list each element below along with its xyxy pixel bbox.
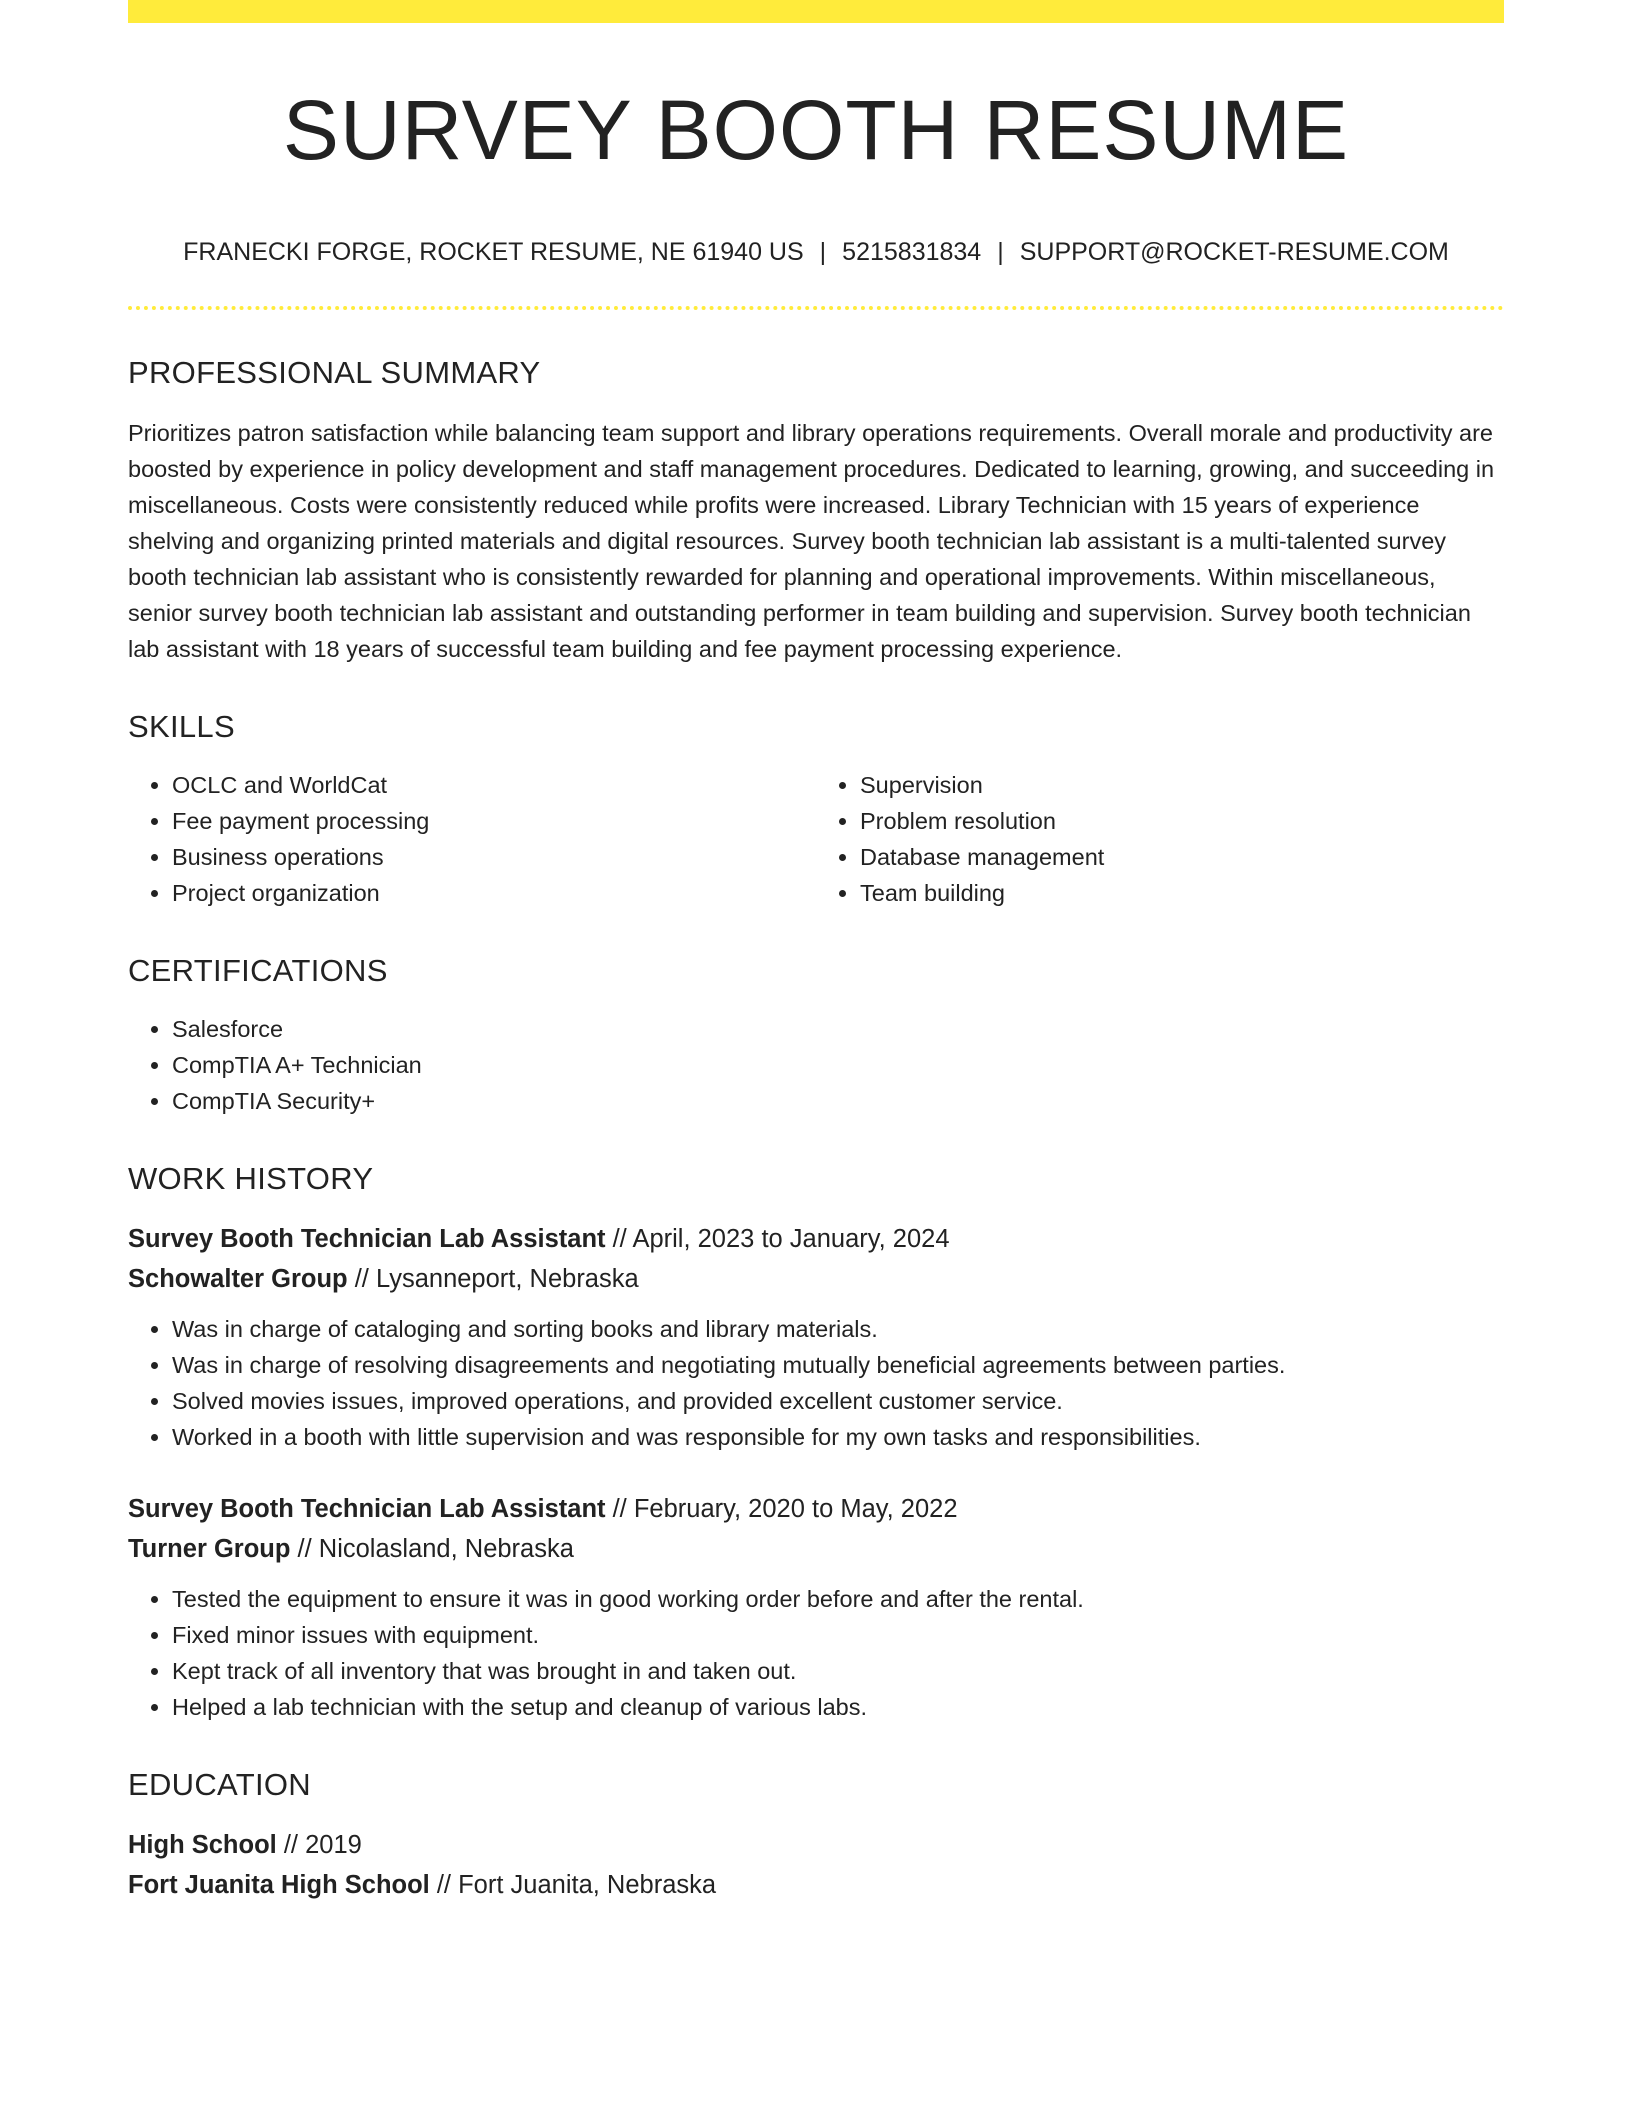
skill-item: • Fee payment processing bbox=[172, 803, 816, 839]
skills-list-left bbox=[128, 767, 816, 911]
contact-email: SUPPORT@ROCKET-RESUME.COM bbox=[1019, 238, 1449, 266]
certification-item: • Salesforce bbox=[172, 1011, 1504, 1047]
education-degree: High School bbox=[128, 1831, 277, 1859]
skills-section bbox=[128, 709, 1504, 911]
resume-body bbox=[128, 355, 1504, 1905]
skill-item: • Project organization bbox=[172, 875, 816, 911]
education-section bbox=[128, 1767, 1504, 1905]
job-title-line bbox=[128, 1489, 1504, 1529]
section-heading: EDUCATION bbox=[128, 1767, 311, 1802]
education-school: Fort Juanita High School bbox=[128, 1871, 430, 1899]
contact-line bbox=[128, 238, 1504, 267]
job-entry bbox=[128, 1219, 1504, 1455]
job-role: Survey Booth Technician Lab Assistant bbox=[128, 1225, 606, 1253]
summary-text: Prioritizes patron satisfaction while balancing team support and library operations requirements. Overall morale and productivity are boosted by experience in policy development and staff management procedures. Dedicated to learning, growing, and succeeding in miscellaneous. Costs were consistently reduced while profits were increased. Library Technician with 15 years of experience shelving and organizing printed materials and digital resources. Survey booth technician lab assistant is a multi-talented survey booth technician lab assistant who is consistently rewarded for planning and operational improvements. Within miscellaneous, senior survey booth technician lab assistant and outstanding performer in team building and supervision. Survey booth technician lab assistant with 18 years of successful team building and fee payment processing experience. bbox=[128, 420, 1495, 662]
accent-bar bbox=[128, 0, 1504, 23]
skill-item: • Supervision bbox=[860, 767, 1504, 803]
job-company: Schowalter Group bbox=[128, 1265, 348, 1293]
job-company-line bbox=[128, 1259, 1504, 1299]
job-company-line bbox=[128, 1529, 1504, 1569]
resume-title: SURVEY BOOTH RESUME bbox=[282, 83, 1350, 177]
skill-item: • Business operations bbox=[172, 839, 816, 875]
job-company: Turner Group bbox=[128, 1535, 291, 1563]
education-school-line bbox=[128, 1865, 1504, 1905]
job-dates: // February, 2020 to May, 2022 bbox=[605, 1495, 958, 1523]
job-bullet: • Solved movies issues, improved operations, and provided excellent customer service. bbox=[172, 1383, 1504, 1419]
contact-address: FRANECKI FORGE, ROCKET RESUME, NE 61940 US bbox=[183, 238, 804, 266]
certifications-section bbox=[128, 953, 1504, 1119]
section-heading: SKILLS bbox=[128, 709, 235, 744]
job-bullet: • Worked in a booth with little supervision and was responsible for my own tasks and responsibilities. bbox=[172, 1419, 1504, 1455]
contact-separator: | bbox=[997, 238, 1004, 266]
education-entry bbox=[128, 1825, 1504, 1905]
job-bullet: • Was in charge of cataloging and sorting books and library materials. bbox=[172, 1311, 1504, 1347]
education-year: // 2019 bbox=[276, 1831, 362, 1859]
education-degree-line bbox=[128, 1825, 1504, 1865]
job-title-line bbox=[128, 1219, 1504, 1259]
job-bullets bbox=[128, 1581, 1504, 1725]
job-entry bbox=[128, 1489, 1504, 1725]
skill-item: • Problem resolution bbox=[860, 803, 1504, 839]
job-bullet: • Kept track of all inventory that was brought in and taken out. bbox=[172, 1653, 1504, 1689]
skill-item: • Database management bbox=[860, 839, 1504, 875]
section-heading: CERTIFICATIONS bbox=[128, 953, 388, 988]
job-dates: // April, 2023 to January, 2024 bbox=[605, 1225, 950, 1253]
dotted-divider bbox=[128, 306, 1504, 310]
skills-list-right bbox=[816, 767, 1504, 911]
skill-item: • OCLC and WorldCat bbox=[172, 767, 816, 803]
job-role: Survey Booth Technician Lab Assistant bbox=[128, 1495, 606, 1523]
contact-phone: 5215831834 bbox=[842, 238, 982, 266]
job-bullet: • Fixed minor issues with equipment. bbox=[172, 1617, 1504, 1653]
job-location: // Nicolasland, Nebraska bbox=[290, 1535, 574, 1563]
certifications-list bbox=[128, 1011, 1504, 1119]
skill-item: • Team building bbox=[860, 875, 1504, 911]
section-heading: WORK HISTORY bbox=[128, 1161, 374, 1196]
job-bullet: • Tested the equipment to ensure it was in good working order before and after the rental. bbox=[172, 1581, 1504, 1617]
job-bullets bbox=[128, 1311, 1504, 1455]
professional-summary-section bbox=[128, 355, 1504, 667]
skills-columns bbox=[128, 767, 1504, 911]
section-heading: PROFESSIONAL SUMMARY bbox=[128, 355, 541, 390]
work-history-section bbox=[128, 1161, 1504, 1725]
job-bullet: • Helped a lab technician with the setup and cleanup of various labs. bbox=[172, 1689, 1504, 1725]
job-bullet: • Was in charge of resolving disagreements and negotiating mutually beneficial agreements between parties. bbox=[172, 1347, 1504, 1383]
job-location: // Lysanneport, Nebraska bbox=[347, 1265, 639, 1293]
education-location: // Fort Juanita, Nebraska bbox=[429, 1871, 717, 1899]
certification-item: • CompTIA Security+ bbox=[172, 1083, 1504, 1119]
certification-item: • CompTIA A+ Technician bbox=[172, 1047, 1504, 1083]
contact-separator: | bbox=[819, 238, 827, 266]
